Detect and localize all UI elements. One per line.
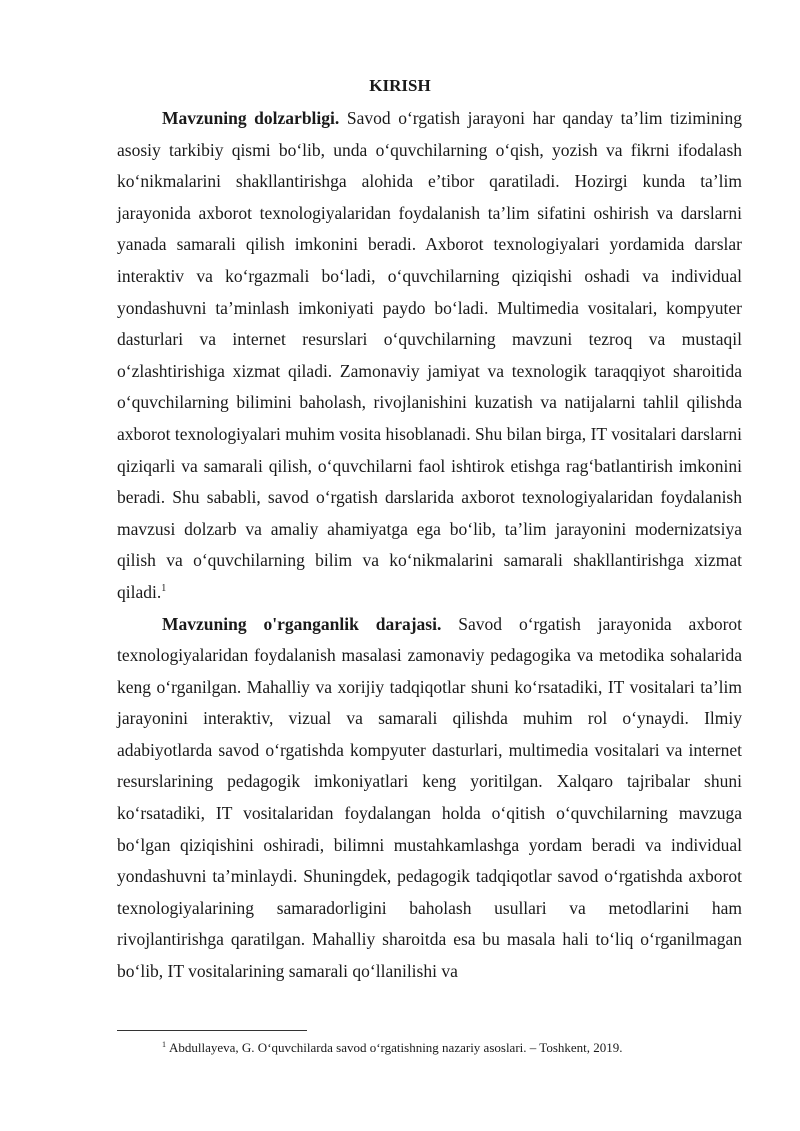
- section-heading: KIRISH: [369, 76, 431, 95]
- paragraph-study-level: [117, 609, 742, 988]
- paragraph-text: Savod o‘rgatish jarayoni har qanday ta’lim tizimining asosiy tarkibiy qismi bo‘lib, unda o‘quvchilarning o‘qish, yozish va fikrni ifodalash ko‘nikmalarini shakllantirishga alohida e’tibor qaratiladi. Hozirgi kunda ta’lim jarayonida axborot texnologiyalaridan foydalanish ta’lim sifatini oshirish va darslarni yanada samarali qilish imkonini beradi. Axborot texnologiyalari yordamida darslar interaktiv va ko‘rgazmali bo‘ladi, o‘quvchilarning qiziqishi oshadi va individual yondashuvni ta’minlash imkoniyati paydo bo‘ladi. Multimedia vositalari, kompyuter dasturlari va internet resurslari o‘quvchilarning mavzuni tezroq va mustaqil o‘zlashtirishiga xizmat qiladi. Zamonaviy jamiyat va texnologik taraqqiyot sharoitida o‘quvchilarning bilimini baholash, rivojlanishini kuzatish va natijalarni tahlil qilishda axborot texnologiyalari muhim vosita hisoblanadi. Shu bilan birga, IT vositalari darslarni qiziqarli va samarali qilish, o‘quvchilarni faol ishtirok etishga rag‘batlantirish imkonini beradi. Shu sababli, savod o‘rgatish darslarida axborot texnologiyalaridan foydalanish mavzusi dolzarb va amaliy ahamiyatga ega bo‘lib, ta’lim jarayonini modernizatsiya qilish va o‘quvchilarning bilim va ko‘nikmalarini samarali shakllantirishga xizmat qiladi.: [117, 108, 742, 602]
- body-text: [117, 103, 742, 988]
- footnote: [162, 1040, 623, 1056]
- paragraph-lead: Mavzuning o'rganganlik darajasi.: [162, 613, 442, 634]
- paragraph-relevance: [117, 103, 742, 609]
- footnote-text: Abdullayeva, G. O‘quvchilarda savod o‘rgatishning nazariy asoslari. – Toshkent, 2019.: [169, 1040, 623, 1055]
- footnote-mark: 1: [162, 1039, 166, 1049]
- paragraph-lead: Mavzuning dolzarbligi.: [162, 108, 340, 128]
- footnote-reference[interactable]: 1: [161, 583, 167, 595]
- paragraph-text: Savod o‘rgatish jarayonida axborot texnologiyalaridan foydalanish masalasi zamonaviy pedagogika va metodika sohalarida keng o‘rganilgan. Mahalliy va xorijiy tadqiqotlar shuni ko‘rsatadiki, IT vositalari ta’lim jarayonini interaktiv, vizual va samarali qilishda muhim rol o‘ynaydi. Ilmiy adabiyotlarda savod o‘rgatishda kompyuter dasturlari, multimedia vositalari va internet resurslarining pedagogik imkoniyatlari keng yoritilgan. Xalqaro tajribalar shuni ko‘rsatadiki, IT vositalaridan foydalangan holda o‘qitish o‘quvchilarning mavzuga bo‘lgan qiziqishini oshiradi, bilimni mustahkamlashga yordam beradi va individual yondashuvni ta’minlaydi. Shuningdek, pedagogik tadqiqotlar savod o‘rgatishda axborot texnologiyalarining samaradorligini baholash usullari va metodlarini ham rivojlantirishga qaratilgan. Mahalliy sharoitda esa bu masala hali to‘liq o‘rganilmagan bo‘lib, IT vositalarining samarali qo‘llanilishi va: [117, 613, 743, 982]
- footnote-separator: [117, 1030, 307, 1031]
